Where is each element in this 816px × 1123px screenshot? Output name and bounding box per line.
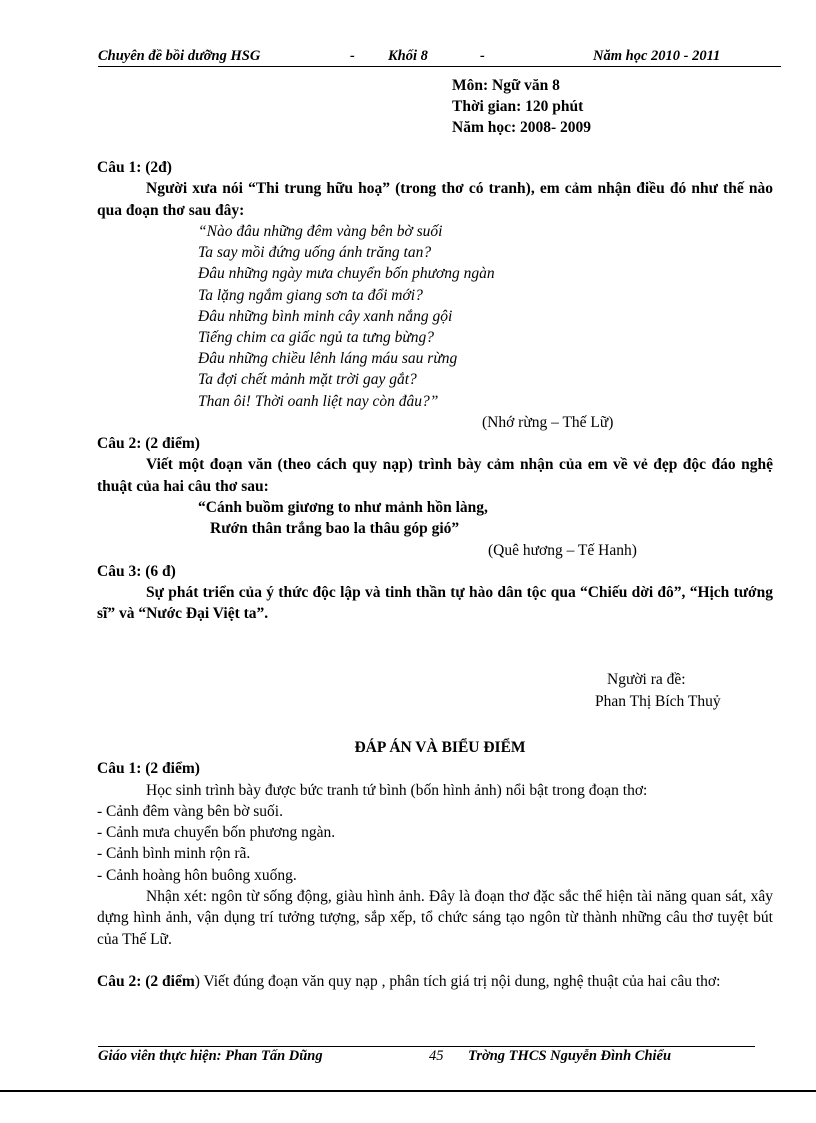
question-2-label: Câu 2: (2 điểm) bbox=[97, 435, 200, 453]
question-3-prompt: Sự phát triển của ý thức độc lập và tinh thần tự hào dân tộc qua “Chiếu dời đô”, “Hịch tướng sĩ” và “Nước Đại Việt ta”. bbox=[97, 584, 773, 623]
header-rule bbox=[98, 66, 781, 67]
poem-line: Ta lặng ngắm giang sơn ta đổi mới? bbox=[198, 286, 423, 304]
header-separator: - bbox=[350, 48, 355, 64]
question-3-label: Câu 3: (6 đ) bbox=[97, 562, 176, 580]
poem-line: “Nào đâu những đêm vàng bên bờ suối bbox=[198, 222, 443, 240]
question-1-label: Câu 1: (2đ) bbox=[97, 159, 172, 176]
quote-line: Rướn thân trắng bao la thâu góp gió” bbox=[210, 520, 460, 538]
header-year: Năm học 2010 - 2011 bbox=[593, 48, 721, 64]
poem-line: Đâu những bình minh cây xanh nắng gội bbox=[198, 307, 453, 325]
answer-1-item: - Cảnh mưa chuyển bốn phương ngàn. bbox=[97, 824, 336, 842]
exam-school-year: Năm học: 2008- 2009 bbox=[452, 119, 592, 136]
poem-line: Đâu những chiều lênh láng máu sau rừng bbox=[198, 350, 458, 368]
footer-teacher: Giáo viên thực hiện: Phan Tấn Dũng bbox=[98, 1048, 323, 1064]
answer-2-label: Câu 2: (2 điểm bbox=[97, 972, 195, 990]
page-header bbox=[98, 48, 781, 68]
header-topic: Chuyên đề bồi dưỡng HSG bbox=[98, 48, 261, 64]
poem-line: Ta đợi chết mảnh mặt trời gay gắt? bbox=[198, 371, 417, 389]
page-number: 45 bbox=[429, 1048, 444, 1064]
question-1-citation: (Nhớ rừng – Thế Lữ) bbox=[482, 413, 614, 431]
exam-questions bbox=[97, 157, 773, 625]
question-2-citation: (Quê hương – Tế Hanh) bbox=[488, 541, 637, 559]
poem-line: Đâu những ngày mưa chuyển bốn phương ngàn bbox=[198, 265, 495, 283]
answer-1-label: Câu 1: (2 điểm) bbox=[97, 760, 200, 778]
answer-1-intro: Học sinh trình bày được bức tranh tứ bình (bốn hình ảnh) nổi bật trong đoạn thơ: bbox=[146, 781, 648, 799]
header-grade: Khối 8 bbox=[388, 48, 428, 64]
answer-title: ĐÁP ÁN VÀ BIỂU ĐIỂM bbox=[354, 739, 526, 756]
quote-line: “Cánh buồm giương to như mảnh hồn làng, bbox=[198, 498, 488, 516]
poem-line: Ta say mồi đứng uống ánh trăng tan? bbox=[198, 244, 432, 262]
exam-subject: Môn: Ngữ văn 8 bbox=[452, 77, 560, 94]
answer-1-item: - Cảnh hoàng hôn buông xuống. bbox=[97, 866, 297, 884]
header-separator: - bbox=[480, 48, 485, 64]
answer-1-item: - Cảnh đêm vàng bên bờ suối. bbox=[97, 802, 283, 820]
question-2-quote bbox=[97, 497, 773, 540]
author-role: Người ra đề: bbox=[607, 671, 686, 688]
answer-2-text: ) Viết đúng đoạn văn quy nạp , phân tích giá trị nội dung, nghệ thuật của hai câu thơ: bbox=[194, 972, 721, 990]
question-1-poem bbox=[198, 221, 773, 412]
answer-1-remark: Nhận xét: ngôn từ sống động, giàu hình ảnh. Đây là đoạn thơ đặc sắc thể hiện tài năng quan sát, xây dựng hình ảnh, vận dụng trí tưởng tượng, sắp xếp, tổ chức sáng tạo ngôn từ thành những câu thơ tuyệt bút của Thế Lữ. bbox=[97, 888, 773, 948]
poem-line: Than ôi! Thời oanh liệt nay còn đâu?” bbox=[198, 392, 439, 410]
poem-line: Tiếng chim ca giấc ngủ ta tưng bừng? bbox=[198, 328, 435, 346]
author-signature bbox=[595, 669, 721, 713]
answer-section bbox=[97, 737, 773, 992]
footer-school: Trờng THCS Nguyễn Đình Chiểu bbox=[468, 1048, 672, 1064]
exam-time: Thời gian: 120 phút bbox=[452, 98, 584, 115]
question-2-prompt: Viết một đoạn văn (theo cách quy nạp) trình bày cảm nhận của em về vẻ đẹp độc đáo nghệ thuật của hai câu thơ sau: bbox=[97, 456, 773, 495]
author-name: Phan Thị Bích Thuỷ bbox=[595, 693, 721, 710]
exam-info bbox=[452, 75, 591, 138]
answer-2 bbox=[97, 971, 773, 992]
answer-1-item: - Cảnh bình minh rộn rã. bbox=[97, 845, 251, 863]
footer-rule bbox=[98, 1046, 755, 1047]
page-bottom-rule bbox=[0, 1090, 816, 1092]
question-1-prompt: Người xưa nói “Thi trung hữu hoạ” (trong thơ có tranh), em cảm nhận điều đó như thế nào qua đoạn thơ sau đây: bbox=[97, 180, 773, 219]
